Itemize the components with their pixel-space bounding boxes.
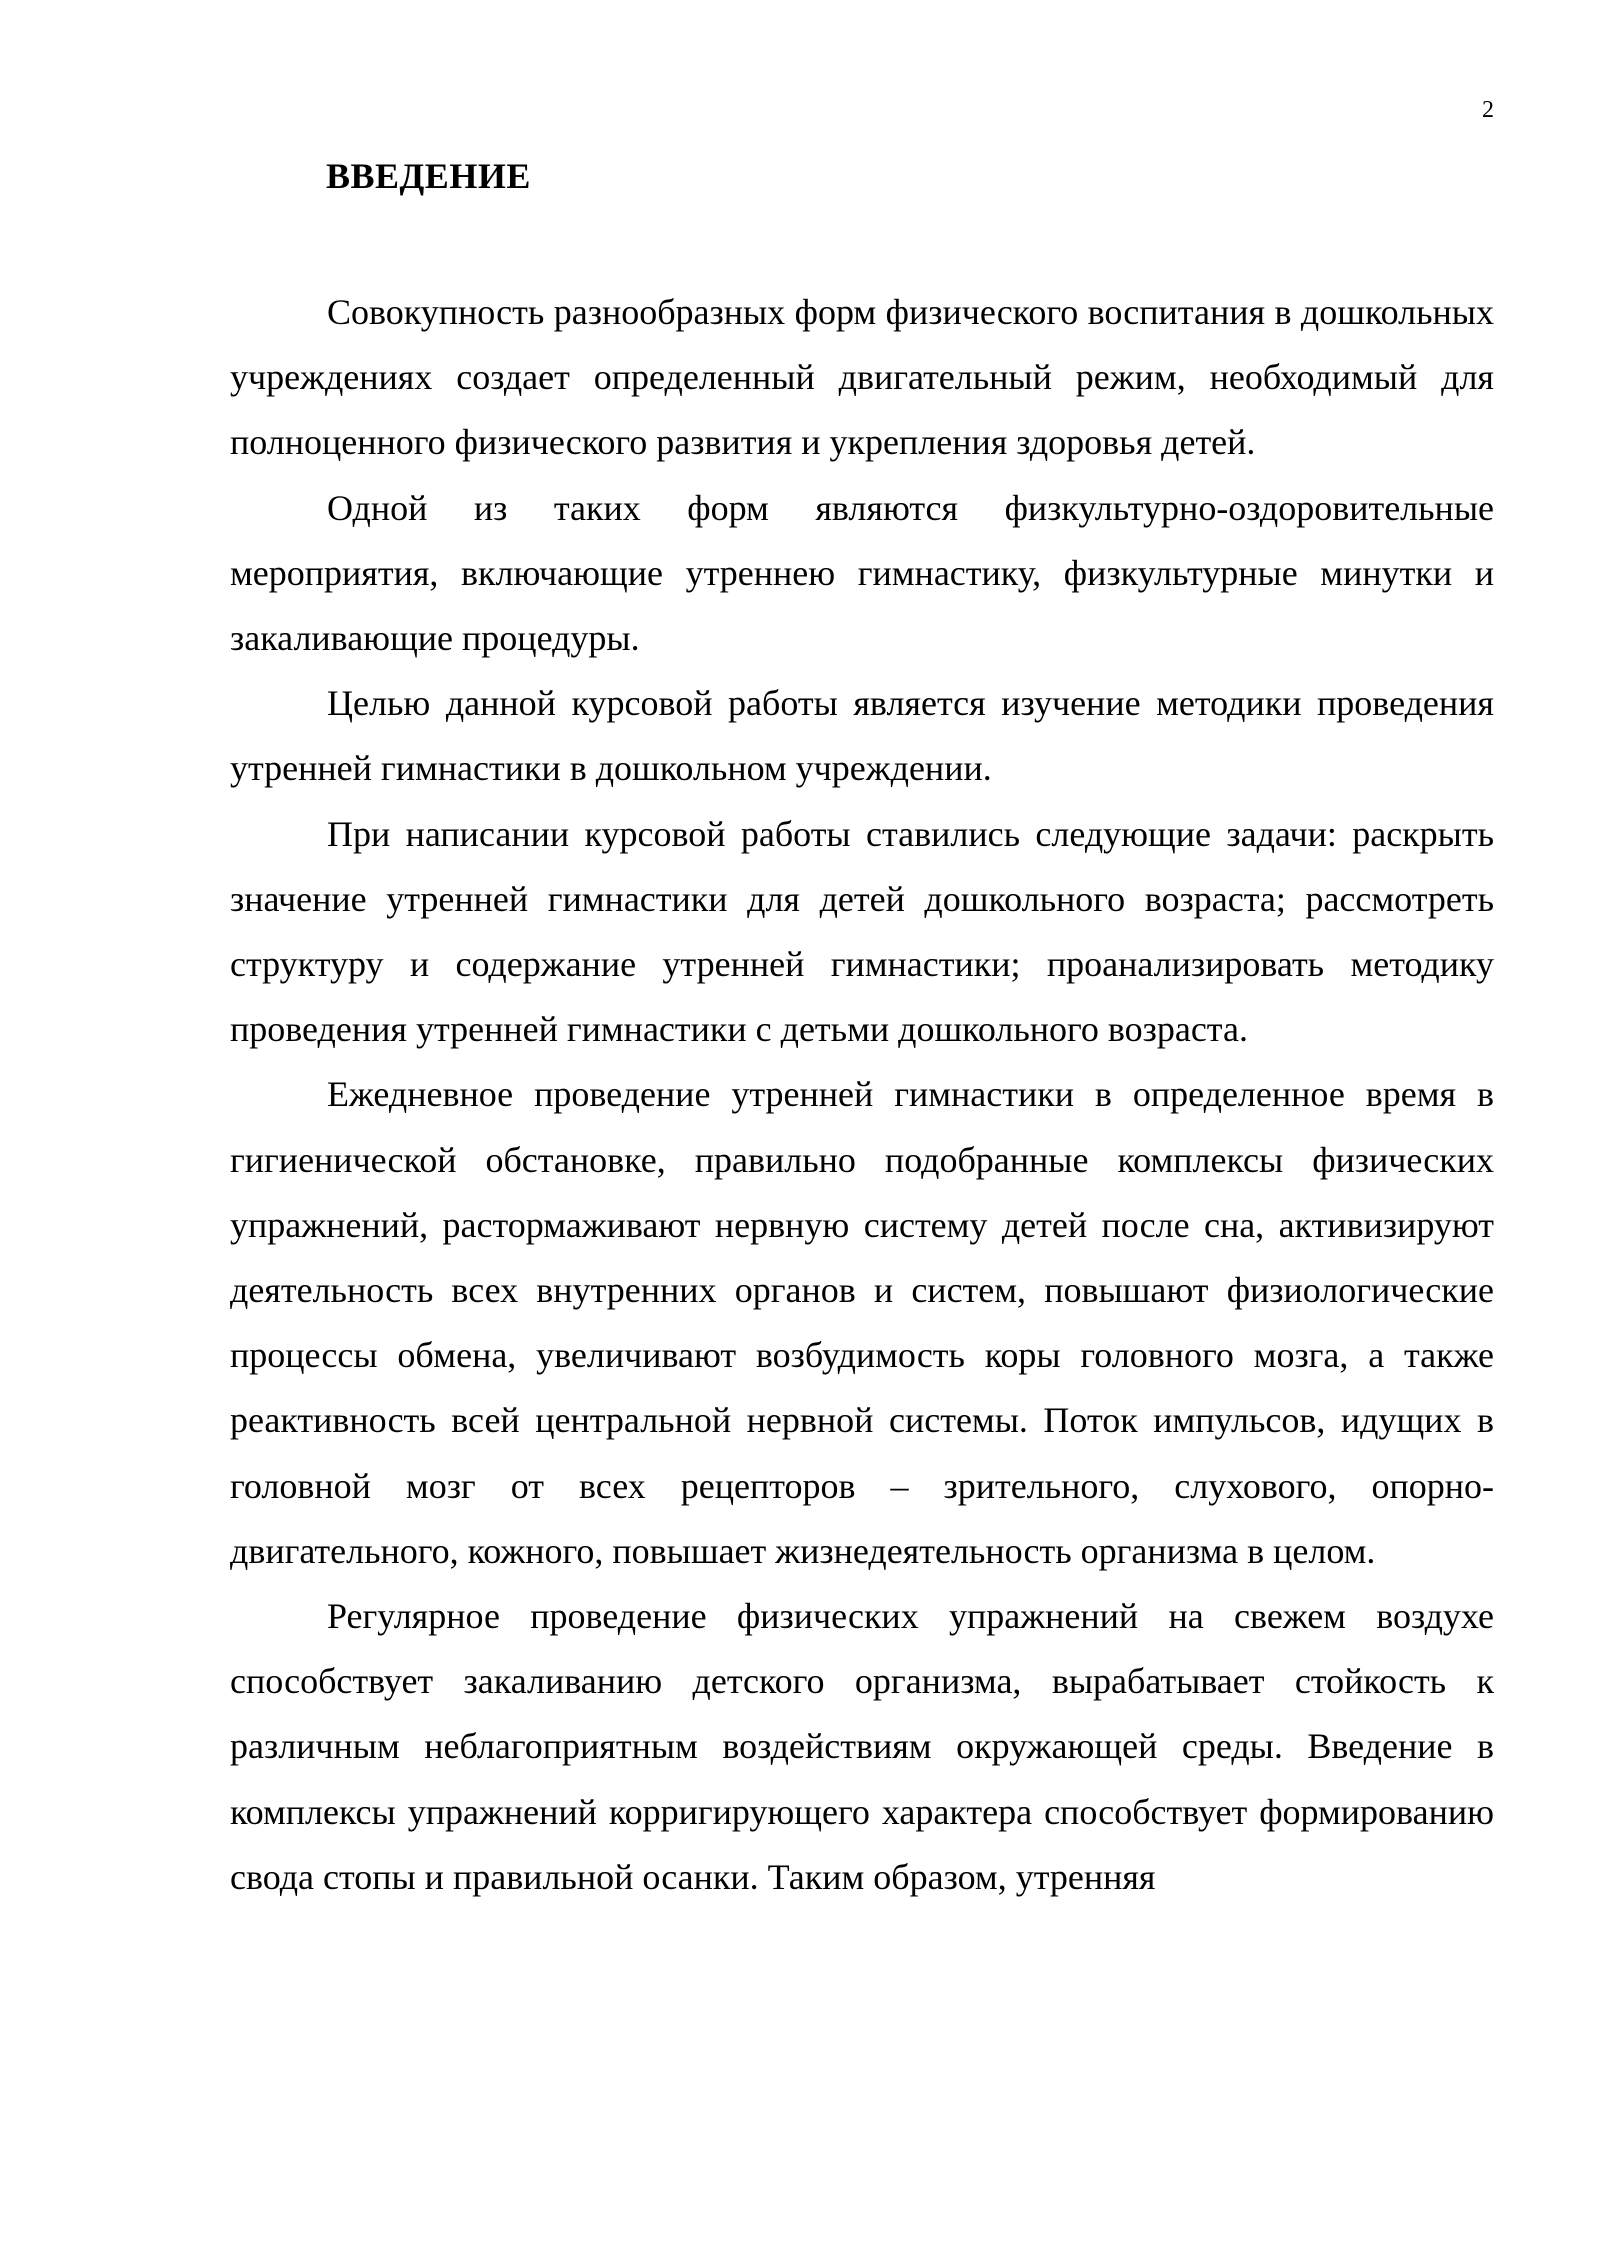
paragraph: При написании курсовой работы ставились следующие задачи: раскрыть значение утренней гимнастики для детей дошкольного возраста; рассмотреть структуру и содержание утренней гимнастики; проанализировать методику проведения утренней гимнастики с детьми дошкольного возраста.: [230, 813, 1494, 1050]
paragraph: Совокупность разнообразных форм физического воспитания в дошкольных учреждениях создает определенный двигательный режим, необходимый для полноценного физического развития и укрепления здоровья детей.: [230, 292, 1494, 463]
section-title: ВВЕДЕНИЕ: [326, 156, 531, 196]
paragraph: Ежедневное проведение утренней гимнастики в определенное время в гигиенической обстановке, правильно подобранные комплексы физических упражнений, растормаживают нервную систему детей после сна, активизируют деятельность всех внутренних органов и систем, повышают физиологические процессы обмена, увеличивают возбудимость коры головного мозга, а также реактивность всей центральной нервной системы. Поток импульсов, идущих в головной мозг от всех рецепторов – зрительного, слухового, опорно-двигательного, кожного, повышает жизнедеятельность организма в целом.: [230, 1074, 1494, 1571]
paragraph: Одной из таких форм являются физкультурно-оздоровительные мероприятия, включающие утреннею гимнастику, физкультурные минутки и закаливающие процедуры.: [230, 487, 1494, 659]
page-number: 2: [1482, 97, 1494, 123]
paragraph: Целью данной курсовой работы является изучение методики проведения утренней гимнастики в дошкольном учреждении.: [230, 683, 1494, 789]
body-text: [230, 280, 1494, 1910]
paragraph: Регулярное проведение физических упражнений на свежем воздухе способствует закаливанию детского организма, вырабатывает стойкость к различным неблагоприятным воздействиям окружающей среды. Введение в комплексы упражнений корригирующего характера способствует формированию свода стопы и правильной осанки. Таким образом, утренняя: [230, 1596, 1494, 1897]
